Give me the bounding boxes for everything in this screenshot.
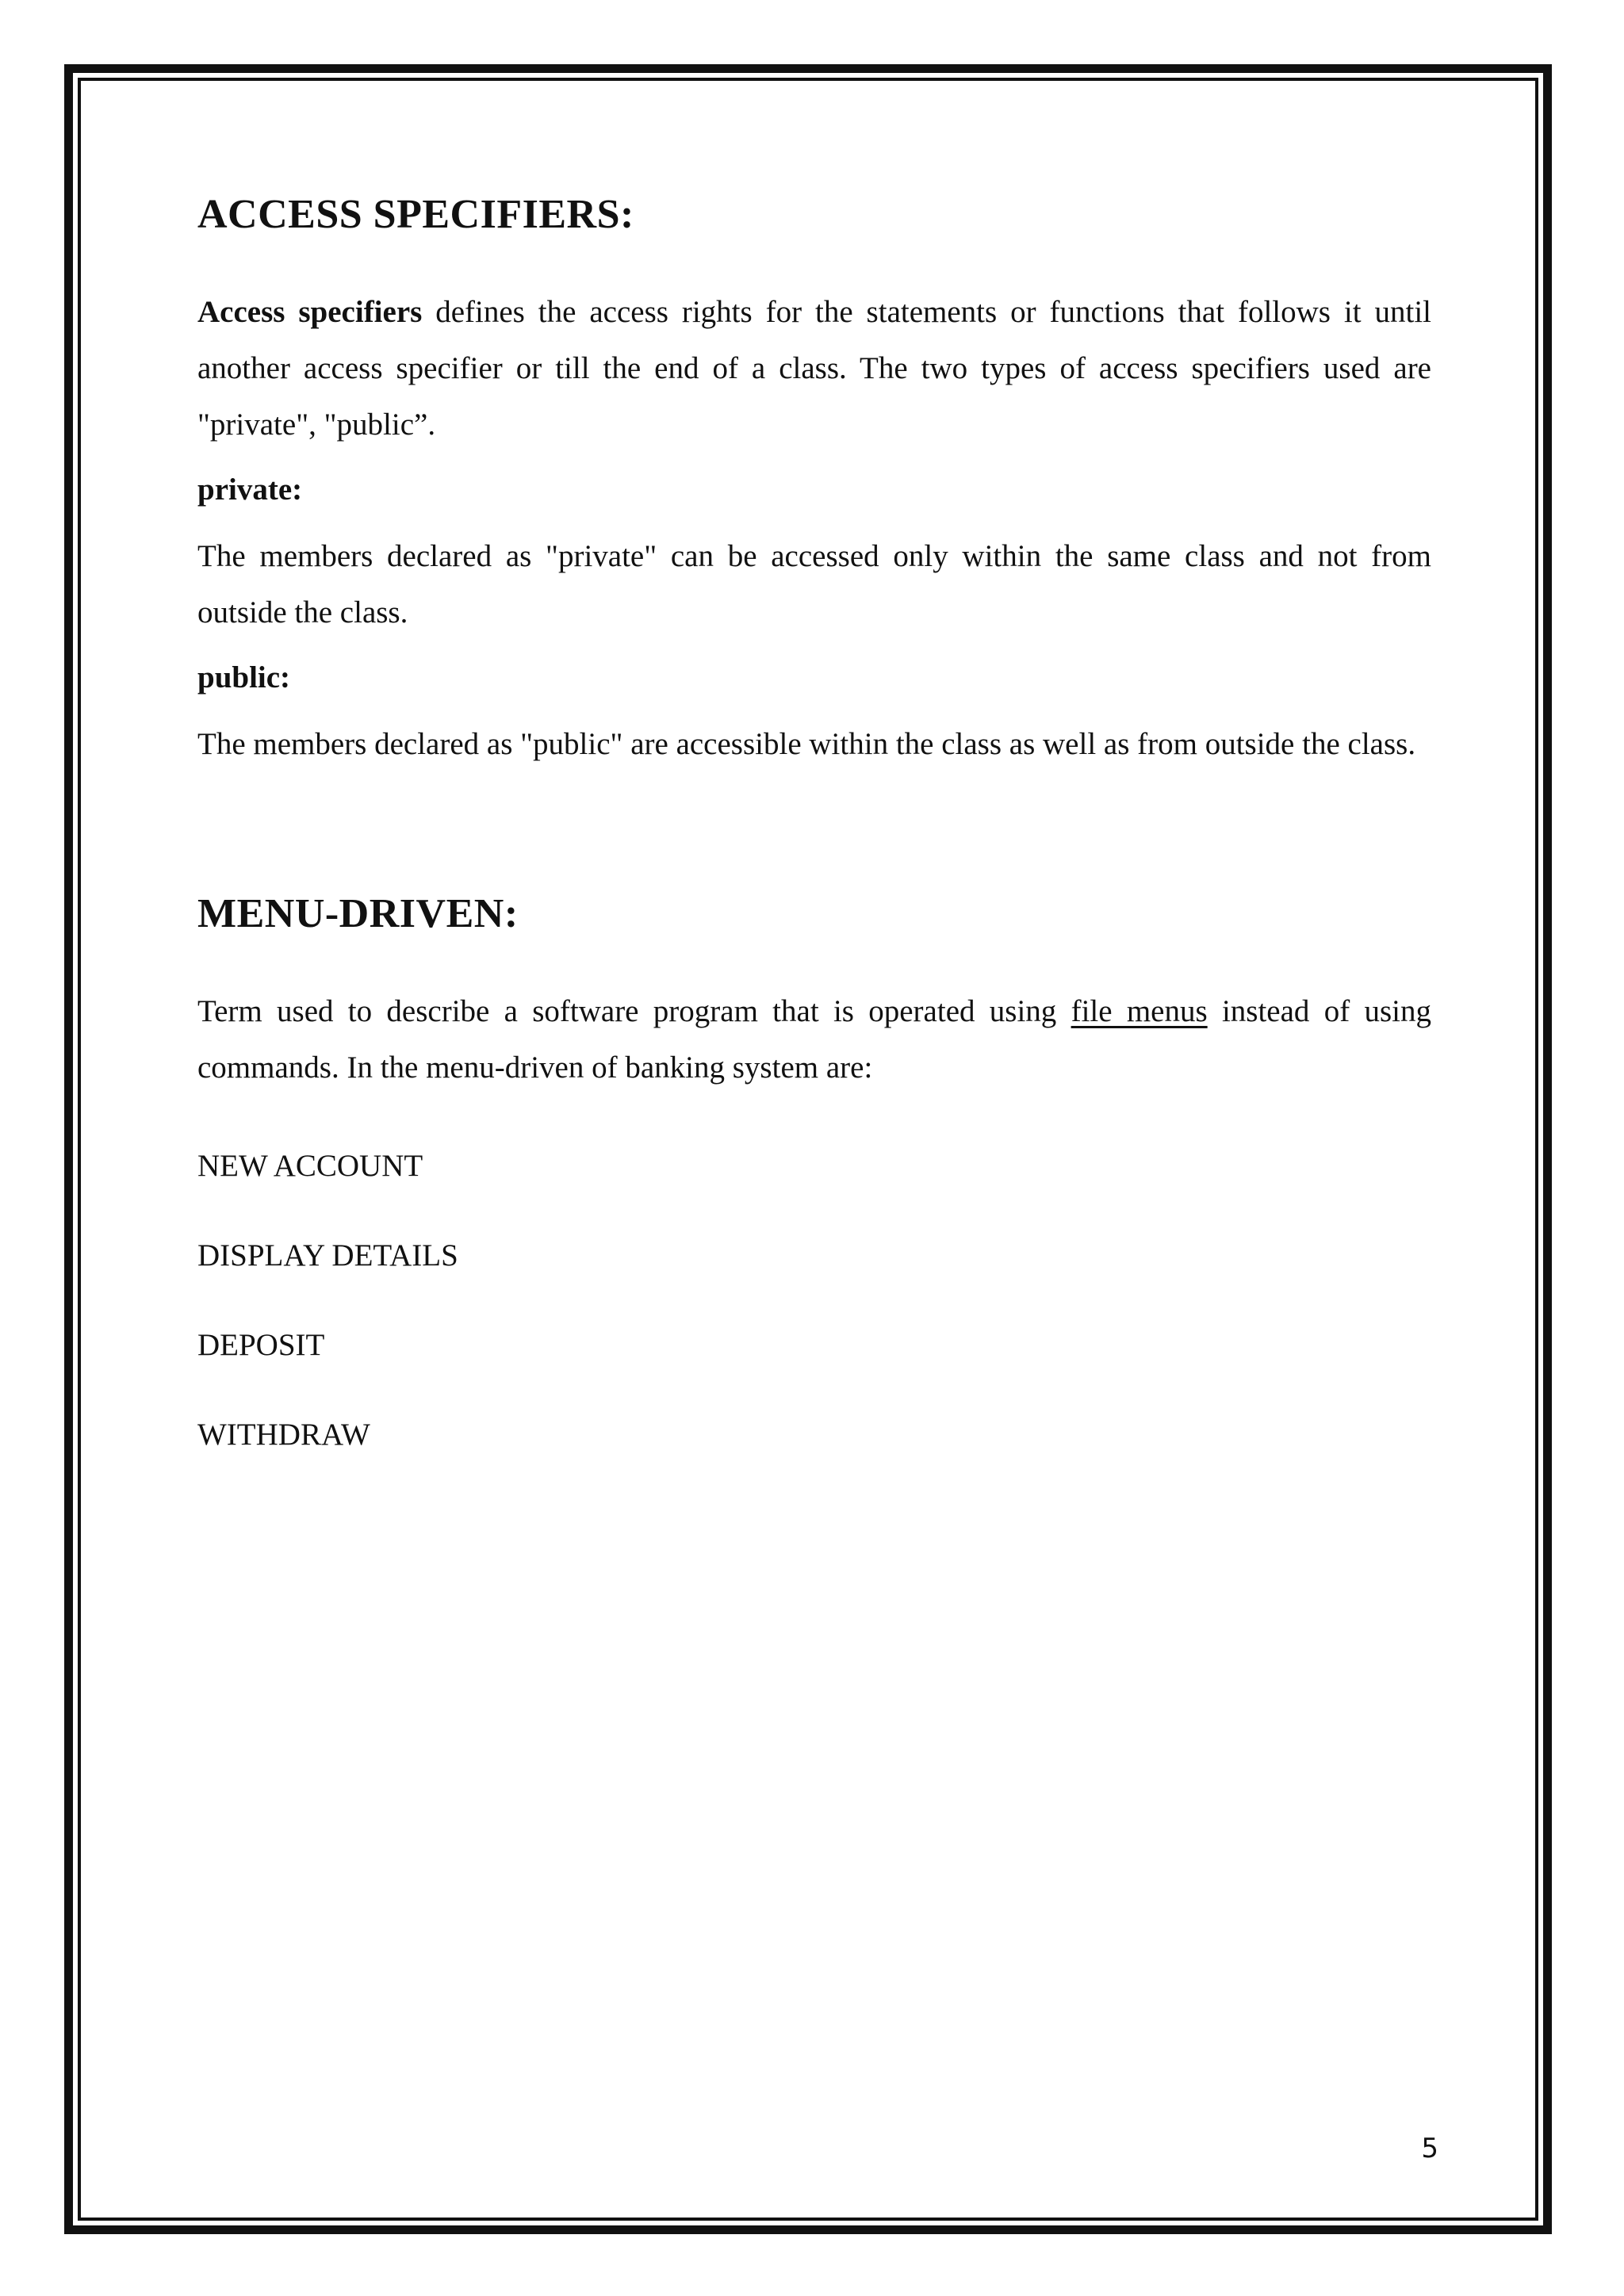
page-content bbox=[197, 190, 1431, 1454]
page-number: 5 bbox=[1421, 2133, 1438, 2164]
menu-driven-description bbox=[197, 983, 1431, 1096]
menu-item-new-account: NEW ACCOUNT bbox=[197, 1149, 423, 1184]
access-specifiers-term: Access specifiers bbox=[197, 295, 423, 330]
private-description: The members declared as "private" can be accessed only within the same class and not from outside the class. bbox=[197, 539, 1431, 630]
private-heading: private: bbox=[197, 473, 303, 507]
menu-driven-text-before: Term used to describe a software program that is operated using bbox=[197, 994, 1071, 1029]
menu-driven-text-after: instead of using commands. In the menu-driven of banking system are: bbox=[197, 994, 1431, 1085]
menu-item-withdraw: WITHDRAW bbox=[197, 1417, 370, 1452]
file-menus-link[interactable]: file menus bbox=[1071, 994, 1208, 1029]
menu-item-display-details: DISPLAY DETAILS bbox=[197, 1238, 458, 1273]
access-specifiers-definition: defines the access rights for the statements or functions that follows it until another access specifier or till the end of a class. The two types of access specifiers used are "private", "public”. bbox=[197, 295, 1431, 442]
public-heading: public: bbox=[197, 660, 291, 695]
access-specifiers-heading: ACCESS SPECIFIERS: bbox=[197, 192, 634, 237]
public-description: The members declared as "public" are accessible within the class as well as from outside the class. bbox=[197, 726, 1416, 761]
menu-item-deposit: DEPOSIT bbox=[197, 1327, 325, 1362]
access-specifiers-intro bbox=[197, 284, 1431, 453]
menu-driven-heading: MENU-DRIVEN: bbox=[197, 890, 519, 936]
